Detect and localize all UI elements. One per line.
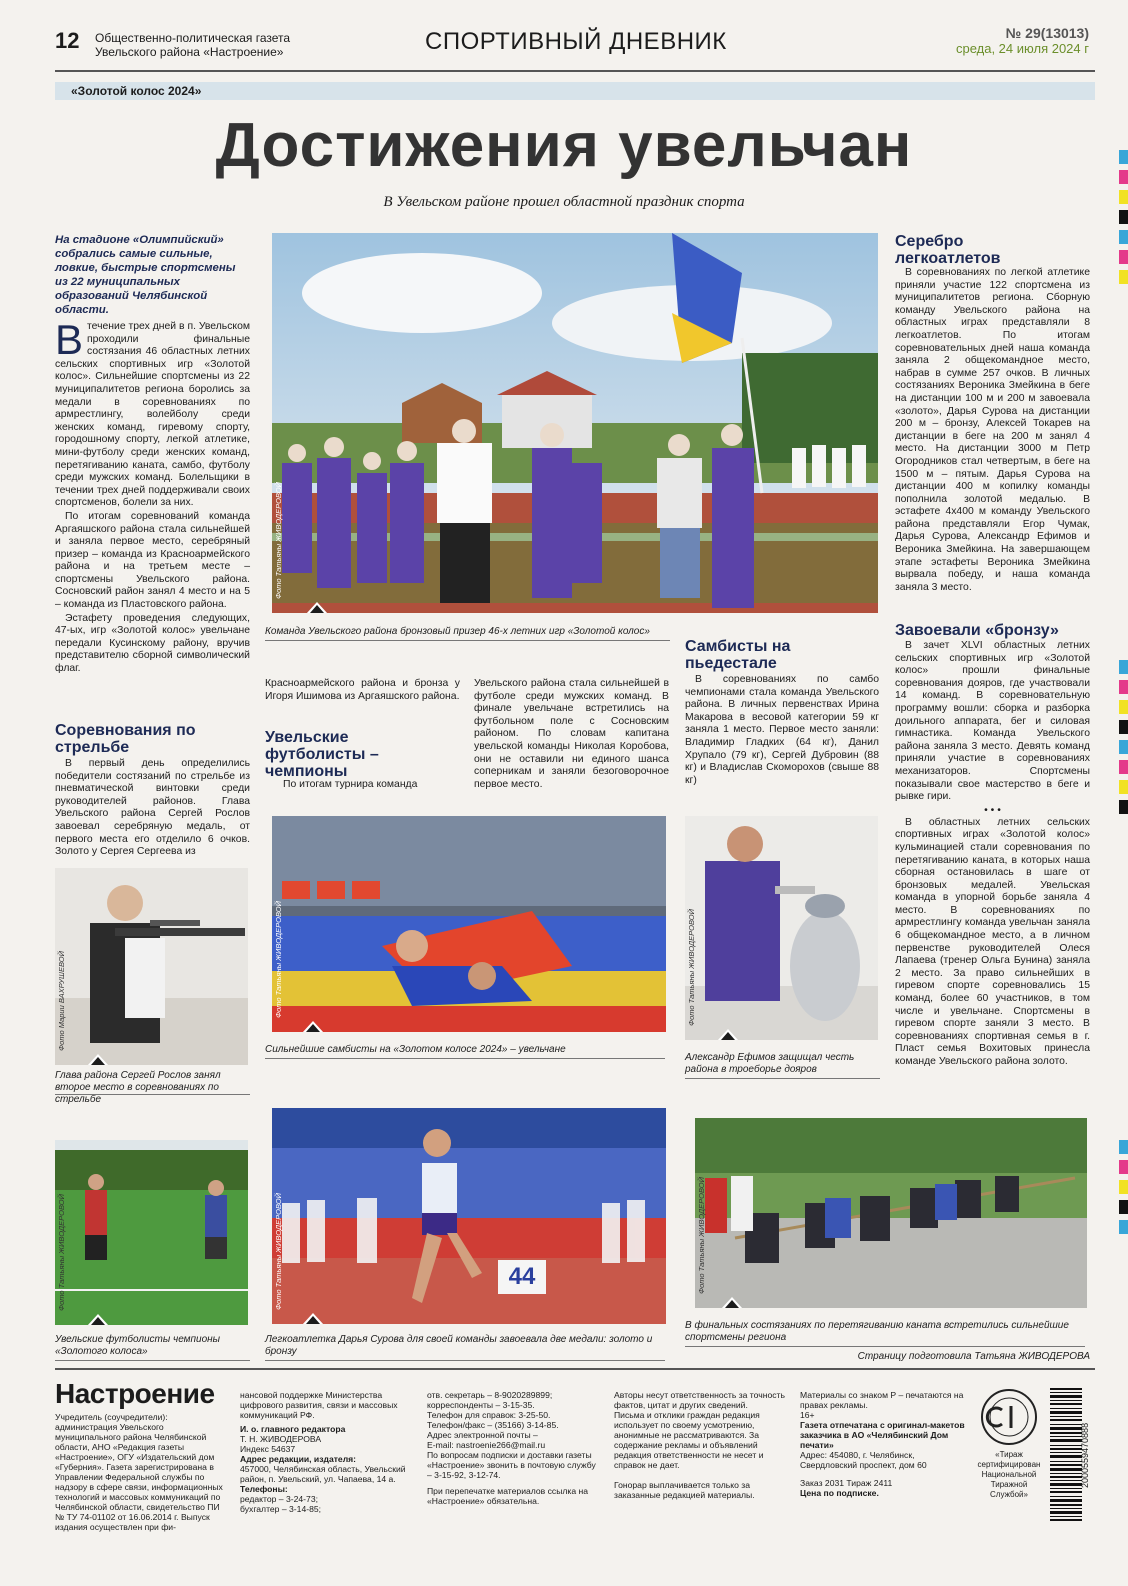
football-paragraph-cont: Увельского района стала сильнейшей в футболе среди мужских команд. В финале увельчане встретились на футбольном поле с Сосновским районом. По словам капитана увельской команды Николая Коробова, они не оставили ни единого шанса соперникам и заняли безоговорочное первое место.: [474, 678, 669, 790]
page-number: 12: [55, 28, 80, 53]
shooter-marker: [87, 1054, 109, 1065]
seal-icon: [980, 1388, 1038, 1446]
sambo-paragraph: В соревнованиях по самбо чемпионами стала команда Увельского района. В личных первенствах Ирина Макарова в весовой категории 59 кг заняла 1 место. Первое место заняли: Владимир Гладких (64 кг), Данил Хрупало (79 кг), Сергей Дубровин (88 кг) и Владислав Скоморохов (свыше 88 кг): [685, 674, 879, 786]
shooter-caption: Глава района Сергей Рослов занял второе место в соревнованиях по стрельбе: [55, 1070, 221, 1105]
editor-name: Т. Н. ЖИВОДЕРОВА: [240, 1434, 322, 1444]
reprint-note: При перепечатке материалов ссылка на «Настроение» обязательна.: [427, 1486, 589, 1506]
athletics-text: [895, 267, 1090, 595]
imprint-col4: [614, 1390, 786, 1500]
football-caption: Увельские футболисты чемпионы «Золотого колоса»: [55, 1334, 220, 1357]
barcode-digits: 2000559470888: [1080, 1422, 1090, 1488]
milking-photo: [685, 816, 878, 1040]
sambo-photo: [272, 816, 666, 1032]
imprint-col2: [240, 1390, 418, 1514]
milking-illustration: [685, 816, 878, 1040]
parade-caption-rule: [265, 640, 670, 641]
tug-photo: [695, 1118, 1087, 1308]
shooting-text: [55, 758, 250, 860]
football-text-start: [265, 779, 460, 793]
rubric-label: «Золотой колос 2024»: [71, 84, 202, 98]
football-paragraph-start: По итогам турнира команда: [283, 779, 418, 790]
shooter-credit: Фото Марии ВАХРУШЕВОЙ: [57, 951, 66, 1051]
football-photo: [55, 1140, 248, 1325]
footer-top-divider: [55, 1368, 1095, 1370]
shooting-paragraph: В первый день определились победители состязаний по стрельбе из пневматической винтовки среди руководителей районов. Глава Увельского района Сергей Рослов завоевал серебряную медаль, от первого места его отделило 6 очков. Золото у Сергея Сергеева из: [55, 758, 250, 858]
publisher-info: [95, 31, 290, 59]
color-bar-bottom: [1119, 1140, 1128, 1240]
header-divider: [55, 70, 1095, 72]
publisher-line2: Увельского района «Настроение»: [95, 45, 284, 59]
football-illustration: [55, 1140, 248, 1325]
age-rating: 16+: [800, 1410, 815, 1420]
intro-text: [55, 316, 250, 677]
phone-accountant: бухгалтер – 3-14-85;: [240, 1504, 322, 1514]
issue-number: № 29(13013): [1005, 25, 1089, 41]
tug-caption-rule: [685, 1346, 1085, 1347]
masthead-logo: Настроение: [55, 1378, 215, 1409]
parade-marker: [306, 602, 328, 613]
rubric: [55, 82, 1095, 100]
bronze-separator: • • •: [984, 804, 1001, 816]
sambo-credit: Фото Татьяны ЖИВОДЕРОВОЙ: [274, 901, 283, 1018]
publisher-line1: Общественно-политическая газета: [95, 31, 291, 45]
email-address: E-mail: nastroenie266@mail.ru: [427, 1440, 546, 1450]
color-bar-top: [1119, 150, 1128, 290]
sambo-text: [685, 674, 879, 788]
phone-secretary: отв. секретарь – 8-9020289899;: [427, 1390, 553, 1400]
parade-illustration: [272, 233, 878, 613]
imprint-col2-top: нансовой поддержке Министерства цифрового развития, связи и массовых коммуникаций РФ.: [240, 1390, 398, 1420]
fee-note: Гонорар выплачивается только за заказанные редакцией материалы.: [614, 1480, 755, 1500]
subscription-info: По вопросам подписки и доставки газеты «Настроение» звонить в почтовую службу – 3-15-92, 3-12-74.: [427, 1450, 596, 1480]
color-bar-middle: [1119, 660, 1128, 820]
runner-caption-rule: [265, 1360, 665, 1361]
email-label: Адрес электронной почты –: [427, 1430, 538, 1440]
page-header: [55, 25, 1095, 64]
runner-illustration: [272, 1108, 666, 1324]
imprint-col3: [427, 1390, 599, 1506]
section-title: СПОРТИВНЫЙ ДНЕВНИК: [425, 28, 727, 55]
shooting-heading: Соревнования по стрельбе: [55, 722, 196, 756]
drop-cap: В: [55, 316, 84, 363]
football-marker: [87, 1314, 109, 1325]
intro-paragraph-3: Эстафету проведения следующих, 47-ых, игр «Золотой колос» увельчане передали Кусинскому району, вручив представителю сборной символический флаг.: [55, 612, 250, 675]
circulation-seal: [980, 1388, 1038, 1446]
milking-caption-rule: [685, 1078, 880, 1079]
football-credit: Фото Татьяны ЖИВОДЕРОВОЙ: [57, 1194, 66, 1311]
bronze-heading: Завоевали «бронзу»: [895, 622, 1059, 639]
phone-fax: Телефон/факс – (35166) 3-14-85.: [427, 1420, 559, 1430]
football-caption-rule: [55, 1360, 250, 1361]
phone-correspondents: корреспонденты – 3-15-35.: [427, 1400, 535, 1410]
runner-credit: Фото Татьяны ЖИВОДЕРОВОЙ: [274, 1193, 283, 1310]
barcode-icon: [1050, 1388, 1082, 1522]
bronze-text: [895, 640, 1090, 1070]
shooter-caption-rule: [55, 1094, 250, 1095]
imprint-col1: Учредитель (соучредители): администрация Увельского муниципального района Челябинской области, АНО «Редакция газеты «Настроение», ОГУ «Издательский дом «Губерния». Газета зарегистрирована в Управлении Федеральной службы по надзору в сфере связи, информационных технологий и массовых коммуникаций по Челябинской области, свидетельство ПИ № ТУ 74-01102 от 16.06.2014 г. Выпуск издания осуществлен при фи-: [55, 1412, 223, 1532]
phones-label: Телефоны:: [240, 1484, 288, 1494]
sambo-illustration: [272, 816, 666, 1032]
letters-note: Письма и отклики граждан редакция использует по своему усмотрению, анонимные не рассматриваются. За содержание рекламы и объявлений редакция ответственности не несет и справок не дает.: [614, 1410, 764, 1470]
lead-paragraph: На стадионе «Олимпийский» собрались самые сильные, ловкие, быстрые спортсмены из 22 муниципальных образований Челябинской области.: [55, 234, 236, 316]
mid-col1-paragraph: Красноармейского района и бронза у Игоря Ишимова из Аргаяшского района.: [265, 678, 460, 702]
runner-photo: [272, 1108, 666, 1324]
editor-label: И. о. главного редактора: [240, 1424, 346, 1434]
athletics-paragraph: В соревнованиях по легкой атлетике приняли участие 122 спортсмена из муниципалитетов региона. Сборную команду Увельского района на областных играх представляли 8 легкоатлетов. По итогам соревновательных дней наша команда заняла 2 общекомандное место, набрав в сумме 257 очков. В личных состязаниях Вероника Змейкина в беге на дистанции 100 м и 200 м завоевала «золото», Дарья Сурова на дистанции 200 м – бронзу, Алексей Токарев на дистанции в беге на 200 м занял 4 место. На дистанции 3000 м Петр Огородников стал четвертым, в беге на 1500 м – пятым. Дарья Сурова на дистанции 400 м копилку команды пополнила золотой медалью. В эстафете 4х400 м команду Увельского района представляли Егор Чумак, Дарья Сурова, Александр Ефимов и Вероника Змейкина. На завершающем этапе эстафеты Вероника Змейкина вырвала победу, и наша команда заняла 3 место.: [895, 267, 1090, 593]
imprint-col5: [800, 1390, 972, 1498]
parade-caption: Команда Увельского района бронзовый призер 46-х летних игр «Золотой колос»: [265, 626, 650, 637]
tug-illustration: [695, 1118, 1087, 1308]
parade-credit: Фото Татьяны ЖИВОДЕРОВОЙ: [274, 482, 283, 599]
football-heading: Увельские футболисты – чемпионы: [265, 729, 379, 780]
tug-caption: В финальных состязаниях по перетягиванию каната встретились сильнейшие спортсмены региона: [685, 1320, 1069, 1343]
shooter-illustration: [55, 868, 248, 1065]
sambo-heading: Самбисты на пьедестале: [685, 638, 791, 672]
runner-caption: Легкоатлетка Дарья Сурова для своей команды завоевала две медали: золото и бронзу: [265, 1334, 653, 1357]
headline: Достижения увельчан: [215, 111, 913, 180]
authors-note: Авторы несут ответственность за точность фактов, цитат и других сведений.: [614, 1390, 785, 1410]
sambo-caption: Сильнейшие самбисты на «Золотом колосе 2024» – увельчане: [265, 1044, 566, 1055]
intro-paragraph-1: течение трех дней в п. Увельском проходили финальные состязания 46 областных летних сельских спортивных игр «Золотой колос». Сильнейшие спортсмены из 22 муниципалитетов региона боролись за медали в соревнованиях по армрестлингу, волейболу среди женских команд, гиревому спорту, городошному спорту, легкой атлетике, мини-футболу среди женских команд, перетягиванию каната, самбо, футболу среди мужских команд. Болельщики в течении трех дней поддерживали своих спортсменов, болели за них.: [55, 321, 250, 509]
milking-marker: [717, 1029, 739, 1040]
printing-house: Газета отпечатана с оригинал-макетов заказчика в АО «Челябинский Дом печати»: [800, 1420, 965, 1450]
seal-caption: «Тираж сертифицирован Национальной Тиражной Службой»: [977, 1450, 1041, 1499]
bronze-paragraph-2: В областных летних сельских спортивных играх «Золотой колос» кульминацией стали соревнования по перетягиванию каната, в которых наша сборная остановилась в шаге от бронзовых медалей. Увельская команда в упорной борьбе заняла 4 место. В соревнованиях по армрестлингу команда увельчан заняла 6 общекомандное место, а в личном первенстве руководителей Олеся Лапаева (тренер Ольга Бунина) заняла 2 место. За право сильнейших в гиревом спорте соревновались 15 команд, более 60 участников, в том числе и увельчане. Спортсмены в гиревом спорте заняли 3 место. В соревнованиях спортивная семья в г. Пласт семья Вохитовых принесла команде Увельского района золото.: [895, 816, 1090, 1067]
athletics-heading: Серебро легкоатлетов: [895, 233, 1001, 267]
tug-credit: Фото Татьяны ЖИВОДЕРОВОЙ: [697, 1177, 706, 1294]
runner-marker: [302, 1313, 324, 1324]
price-note: Цена по подписке.: [800, 1488, 879, 1498]
mid-col1-text: [265, 678, 460, 704]
bronze-paragraph: В зачет XLVI областных летних сельских спортивных игр «Золотой колос» прошли финальные соревнования дояров, где участвовали 14 команд. В соревновательную программу вошли: сборка и разборка доильного аппарата, бег и силовая гимнастика. Команда Увельского района заняла 3 место. Девять команд приняли участие в соревнованиях механизаторов. Спортсмены показывали свое мастерство в беге и рывке гири.: [895, 640, 1090, 803]
sambo-marker: [302, 1021, 324, 1032]
ads-note: Материалы со знаком Р – печатаются на правах рекламы.: [800, 1390, 964, 1410]
intro-paragraph-2: По итогам соревнований команда Аргаяшского района стала сильнейшей и заняла первое место, серебряный призер – команда из Красноармейского района и на третьем месте – спортсмены Увельского района. Сосновский район занял 4 место и на 5 – команда из Пластовского района.: [55, 510, 250, 611]
football-text-cont: [474, 678, 669, 792]
parade-photo: [272, 233, 878, 613]
phone-editor: редактор – 3-24-73;: [240, 1494, 318, 1504]
sambo-caption-rule: [265, 1058, 665, 1059]
runner-bib: 44: [508, 1263, 536, 1290]
tug-marker: [721, 1297, 743, 1308]
shooter-photo: [55, 868, 248, 1065]
index-number: Индекс 54637: [240, 1444, 296, 1454]
barcode: [1050, 1388, 1094, 1522]
address-text: 457000, Челябинская область, Увельский район, п. Увельский, ул. Чапаева, 14 а.: [240, 1464, 406, 1484]
milking-credit: Фото Татьяны ЖИВОДЕРОВОЙ: [687, 909, 696, 1026]
printing-address: Адрес: 454080, г. Челябинск, Свердловский проспект, дом 60: [800, 1450, 927, 1470]
address-label: Адрес редакции, издателя:: [240, 1454, 357, 1464]
milking-caption: Александр Ефимов защищал честь района в троеборье дояров: [685, 1052, 855, 1075]
phone-info: Телефон для справок: 3-25-50.: [427, 1410, 551, 1420]
page-credit: Страницу подготовила Татьяна ЖИВОДЕРОВА: [857, 1351, 1090, 1362]
order-circulation: Заказ 2031 Тираж 2411: [800, 1478, 893, 1488]
subheadline: В Увельском районе прошел областной праздник спорта: [383, 194, 745, 210]
issue-date: среда, 24 июля 2024 г: [955, 41, 1089, 56]
